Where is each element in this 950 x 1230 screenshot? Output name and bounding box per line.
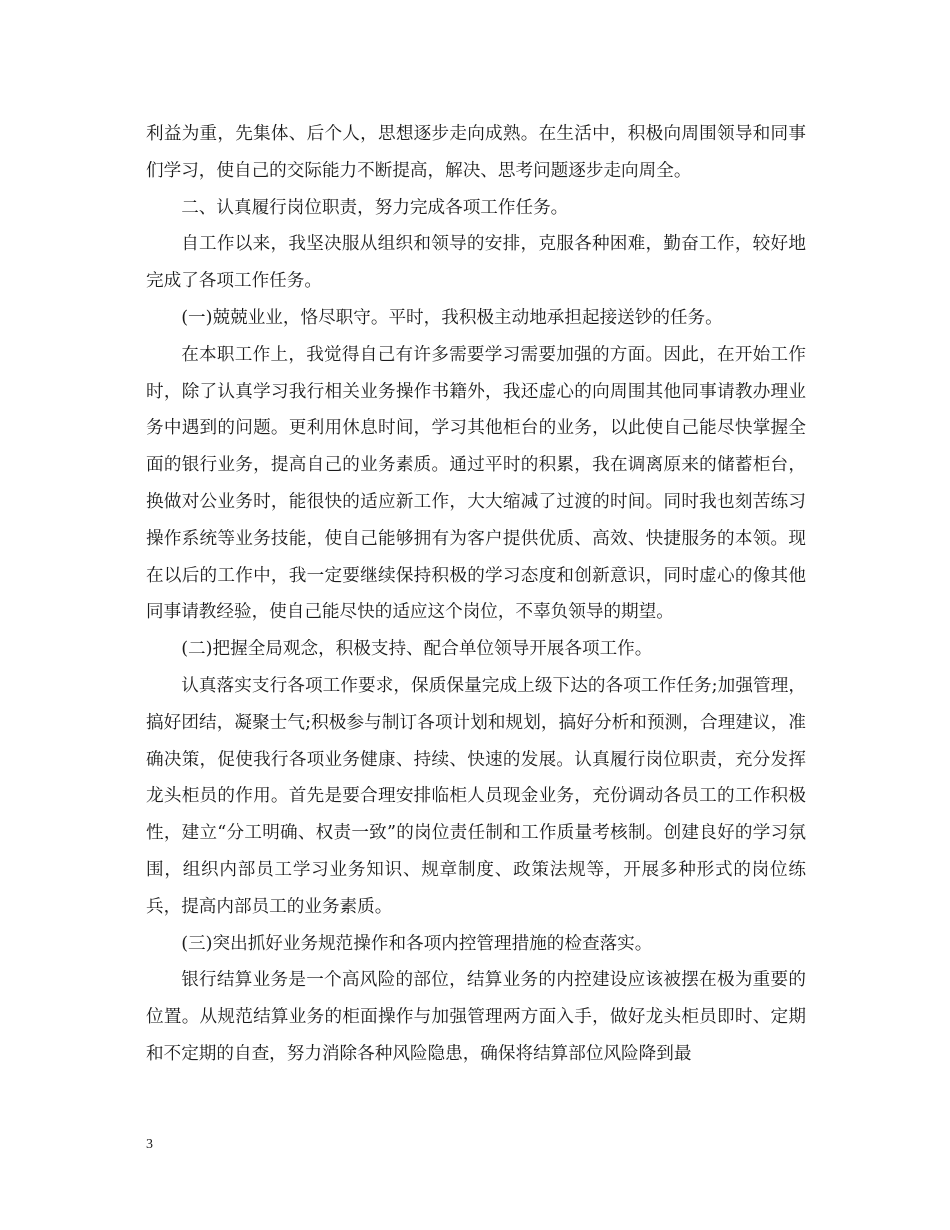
page-number: 3 xyxy=(146,1137,153,1152)
paragraph: 自工作以来，我坚决服从组织和领导的安排，克服各种困难，勤奋工作，较好地完成了各项工作任务。 xyxy=(146,234,806,292)
paragraph: 在本职工作上，我觉得自己有许多需要学习需要加强的方面。因此，在开始工作时，除了认真学习我行相关业务操作书籍外，我还虚心的向周围其他同事请教办理业务中遇到的问题。更利用休息时间，学习其他柜台的业务，以此使自己能尽快掌握全面的银行业务，提高自己的业务素质。通过平时的积累，我在调离原来的储蓄柜台，换做对公业务时，能很快的适应新工作，大大缩减了过渡的时间。同时我也刻苦练习操作系统等业务技能，使自己能够拥有为客户提供优质、高效、快捷服务的本领。现在以后的工作中，我一定要继续保持积极的学习态度和创新意识，同时虚心的像其他同事请教经验，使自己能尽快的适应这个岗位，不辜负领导的期望。 xyxy=(146,344,806,623)
subsection-heading-one: (一)兢兢业业，恪尽职守。平时，我积极主动地承担起接送钞的任务。 xyxy=(181,307,723,328)
paragraph-continuation: 利益为重，先集体、后个人，思想逐步走向成熟。在生活中，积极向周围领导和同事们学习，使自己的交际能力不断提高，解决、思考问题逐步走向周全。 xyxy=(146,124,806,181)
subsection-heading-three: (三)突出抓好业务规范操作和各项内控管理措施的检查落实。 xyxy=(181,933,653,954)
paragraph: 银行结算业务是一个高风险的部位，结算业务的内控建设应该被摆在极为重要的位置。从规范结算业务的柜面操作与加强管理两方面入手，做好龙头柜员即时、定期和不定期的自查，努力消除各种风险隐患，确保将结算部位风险降到最 xyxy=(146,970,806,1064)
paragraph: 认真落实支行各项工作要求，保质保量完成上级下达的各项工作任务;加强管理，搞好团结，凝聚士气;积极参与制订各项计划和规划，搞好分析和预测，合理建议，准确决策，促使我行各项业务健康、持续、快速的发展。认真履行岗位职责，充分发挥龙头柜员的作用。首先是要合理安排临柜人员现金业务，充份调动各员工的工作积极性，建立“分工明确、权责一致”的岗位责任制和工作质量考核制。创建良好的学习氛围，组织内部员工学习业务知识、规章制度、政策法规等，开展多种形式的岗位练兵，提高内部员工的业务素质。 xyxy=(146,675,806,917)
section-heading-two: 二、认真履行岗位职责，努力完成各项工作任务。 xyxy=(181,197,569,218)
subsection-heading-two: (二)把握全局观念，积极支持、配合单位领导开展各项工作。 xyxy=(181,639,653,660)
document-body xyxy=(146,116,806,1073)
